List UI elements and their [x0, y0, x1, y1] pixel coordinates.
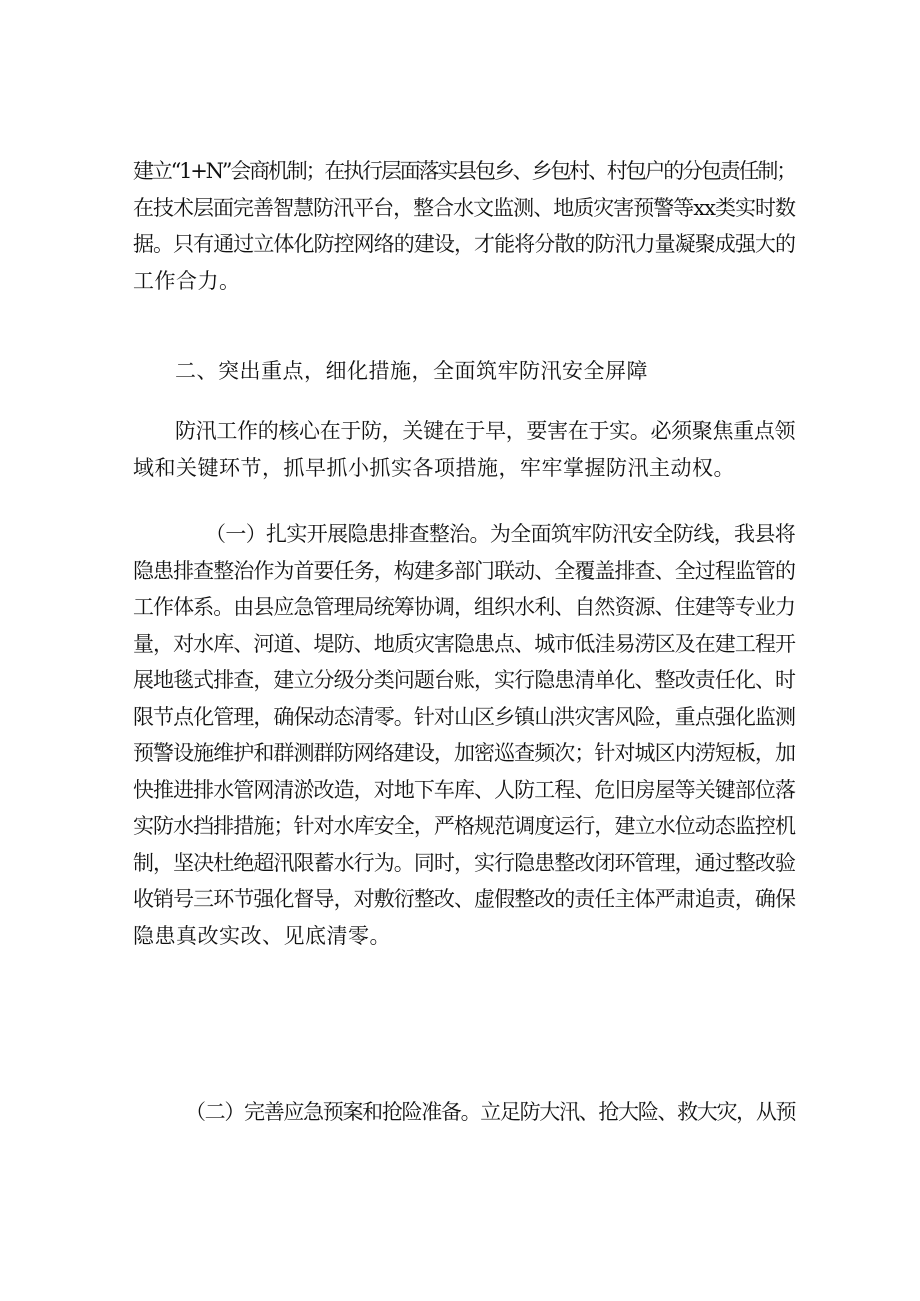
text-line: 防汛工作的核心在于防，关键在于早，要害在于实。必须聚焦重点领 [175, 419, 795, 443]
paragraph-coordination-mechanism [133, 153, 795, 299]
text-line: 隐患真改实改、见底清零。 [133, 923, 391, 948]
text-line: 预警设施维护和群测群防网络建设，加密巡查频次；针对城区内涝短板，加 [133, 741, 795, 765]
text-line: 限节点化管理，确保动态清零。针对山区乡镇山洪灾害风险，重点强化监测 [133, 704, 795, 729]
text-line: 在技术层面完善智慧防汛平台，整合水文监测、地质灾害预警等xx类实时数 [133, 195, 795, 220]
text-line: 工作体系。由县应急管理局统筹协调，组织水利、自然资源、住建等专业力 [133, 595, 795, 619]
text-line: 域和关键环节，抓早抓小抓实各项措施，牢牢掌握防汛主动权。 [133, 455, 735, 480]
text-line: 据。只有通过立体化防控网络的建设，才能将分散的防汛力量凝聚成强大的 [133, 232, 795, 256]
text-line: 隐患排查整治作为首要任务，构建多部门联动、全覆盖排查、全过程监管的 [133, 558, 795, 583]
text-line: （二）完善应急预案和抢险准备。立足防大汛、抢大险、救大灾，从预 [185, 1100, 795, 1124]
text-line: 量，对水库、河道、堤防、地质灾害隐患点、城市低洼易涝区及在建工程开 [133, 631, 795, 656]
section-heading-two [133, 353, 795, 390]
paragraph-core-principle [133, 413, 795, 486]
text-line: 收销号三环节强化督导，对敷衍整改、虚假整改的责任主体严肃追责，确保 [133, 887, 795, 911]
text-line: （一）扎实开展隐患排查整治。为全面筑牢防汛安全防线，我县将 [205, 522, 795, 546]
text-line: 展地毯式排查，建立分级分类问题台账，实行隐患清单化、整改责任化、时 [133, 668, 795, 692]
text-line: 制，坚决杜绝超汛限蓄水行为。同时，实行隐患整改闭环管理，通过整改验 [133, 850, 795, 875]
text-line: 工作合力。 [133, 268, 241, 293]
text-line: 建立“1+N”会商机制；在执行层面落实县包乡、乡包村、村包户的分包责任制； [133, 159, 795, 183]
paragraph-hazard-inspection [133, 516, 795, 954]
text-line: 实防水挡排措施；针对水库安全，严格规范调度运行，建立水位动态监控机 [133, 814, 795, 838]
paragraph-emergency-plan [133, 1094, 795, 1131]
section-heading: 二、突出重点，细化措施，全面筑牢防汛安全屏障 [175, 359, 648, 383]
text-line: 快推进排水管网清淤改造，对地下车库、人防工程、危旧房屋等关键部位落 [133, 777, 795, 802]
